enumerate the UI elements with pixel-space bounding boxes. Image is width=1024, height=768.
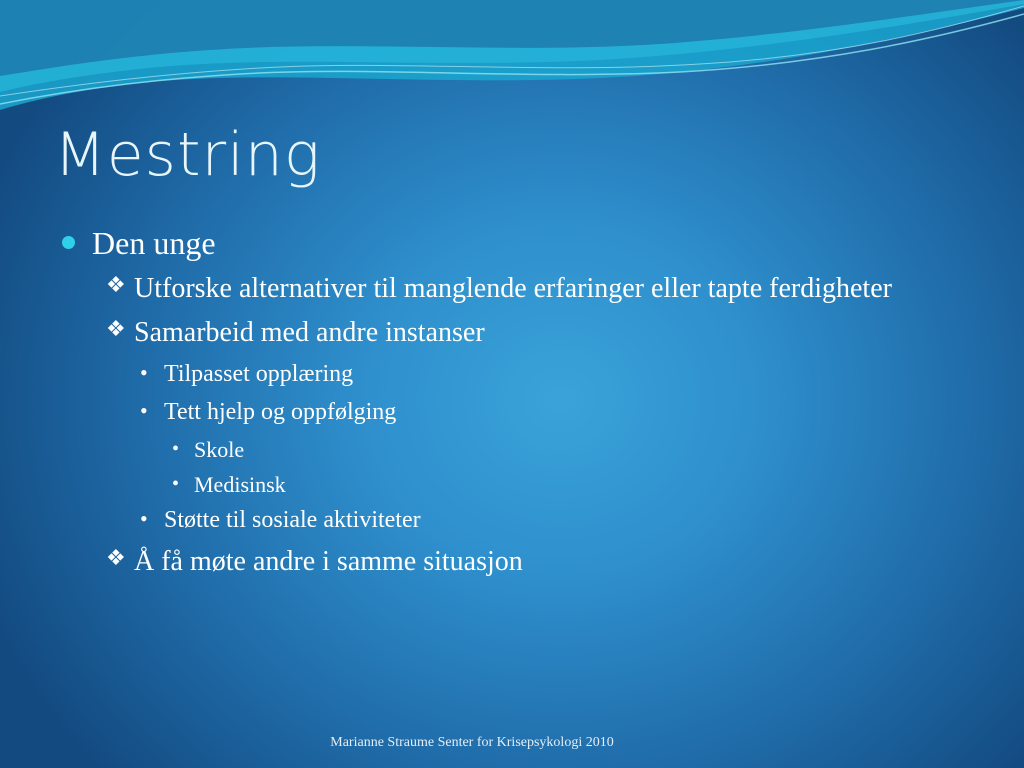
bullet-text: Skole xyxy=(194,437,245,463)
bullet-text: Tett hjelp og oppfølging xyxy=(164,399,397,426)
bullet-item xyxy=(106,272,982,306)
bullet-item xyxy=(106,545,982,579)
bullet-item xyxy=(140,398,982,427)
round-bullet-icon xyxy=(62,236,75,249)
dot-bullet-icon: • xyxy=(140,359,148,385)
diamond-bullet-icon: ❖ xyxy=(106,545,126,571)
bullet-text: Tilpasset opplæring xyxy=(164,360,354,387)
slide-footer: Marianne Straume Senter for Krisepsykologi 2010 xyxy=(330,735,614,750)
dot-bullet-icon: • xyxy=(172,438,180,461)
dot-bullet-icon: • xyxy=(140,398,148,424)
bullet-item xyxy=(172,437,982,463)
bullet-item xyxy=(62,224,982,262)
diamond-bullet-icon: ❖ xyxy=(106,316,126,342)
diamond-bullet-icon: ❖ xyxy=(106,273,126,299)
bullet-text: Den unge xyxy=(92,225,216,261)
bullet-text: Samarbeid med andre instanser xyxy=(134,316,485,348)
bullet-text: Å få møte andre i samme situasjon xyxy=(134,545,523,577)
slide-content xyxy=(62,224,982,588)
bullet-text: Medisinsk xyxy=(194,471,286,497)
dot-bullet-icon: • xyxy=(172,472,180,495)
bullet-text: Støtte til sosiale aktiviteter xyxy=(164,506,421,533)
bullet-item xyxy=(172,472,982,498)
dot-bullet-icon: • xyxy=(140,505,148,531)
slide-title: Mestring xyxy=(54,120,321,190)
bullet-text: Utforske alternativer til manglende erfaringer eller tapte ferdigheter xyxy=(134,273,892,305)
header-wave-decoration xyxy=(0,0,1024,130)
bullet-item xyxy=(140,360,982,389)
bullet-item xyxy=(140,506,982,535)
bullet-item xyxy=(106,316,982,350)
